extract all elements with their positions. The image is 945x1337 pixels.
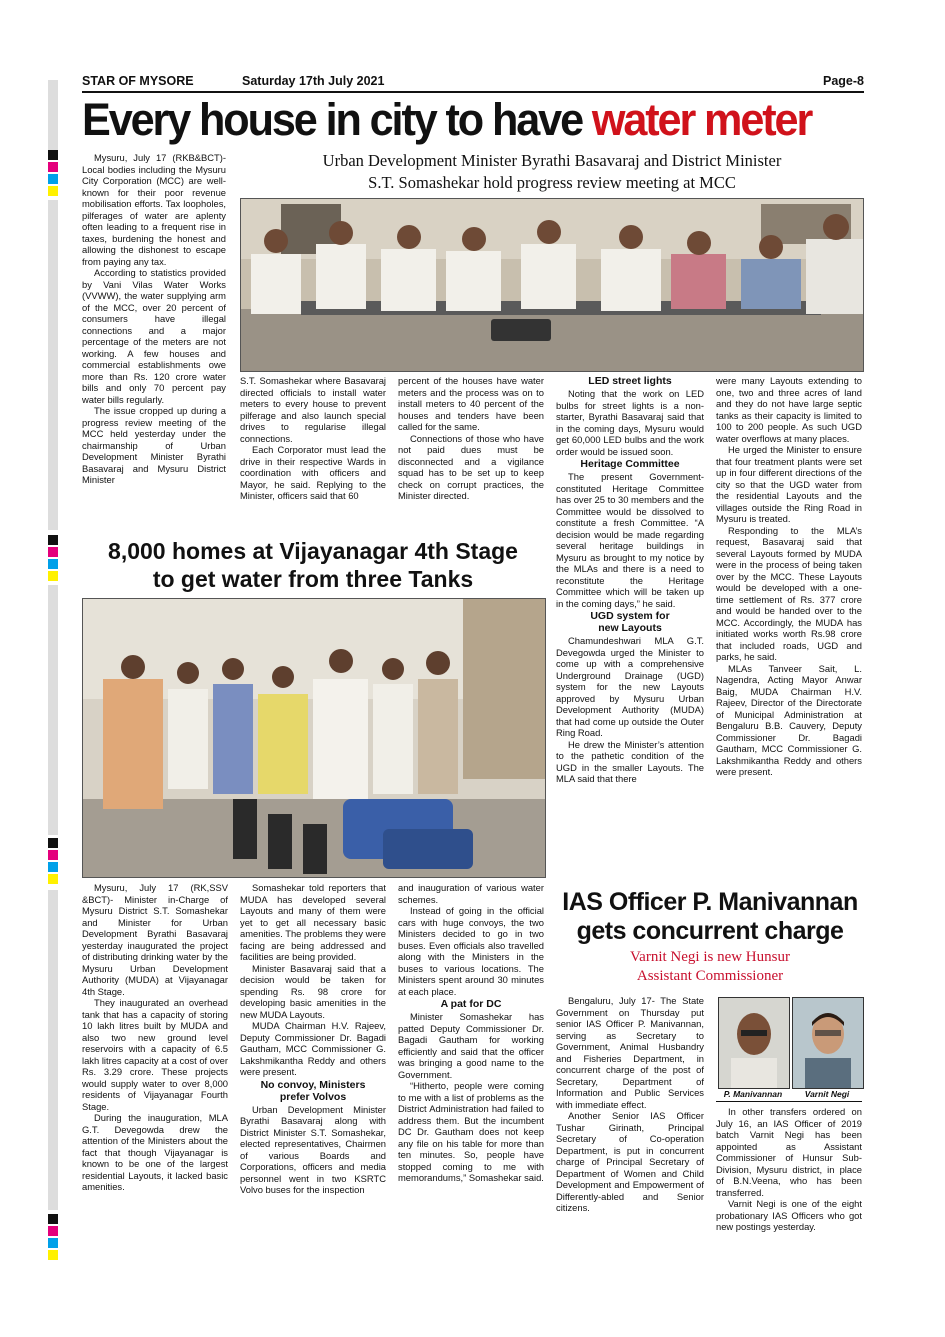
subheading: LED street lights	[588, 375, 672, 387]
paragraph: During the inauguration, MLA G.T. Devegowda drew the attention of the Ministers about the fact that though Vijayanagar is known to be one of the largest residential Layouts, it lacked basic amenities.	[82, 1112, 228, 1192]
story3-deck	[556, 948, 864, 986]
registration-bar	[48, 200, 58, 530]
paragraph: The present Government-constituted Heritage Committee has over 25 to 30 members and the Committee would be dissolved to constitute a fresh Committee. “A decision would be made regarding several heritage buildings in Mysuru as brought to my notice by the MLAs and there is a need to reconstitute the Heritage Committee which will be taken up in the coming days,” he said.	[556, 471, 704, 609]
registration-swatch-m	[48, 1226, 58, 1236]
paragraph: He drew the Minister’s attention to the pathetic condition of the UGD in the smaller Layouts. The MLA said that there	[556, 738, 704, 784]
registration-bar	[48, 890, 58, 1210]
registration-bar	[48, 585, 58, 835]
registration-swatch-y	[48, 874, 58, 884]
paragraph: Responding to the MLA’s request, Basavaraj said that several Layouts formed by MUDA were in the process of being taken over by the MCC. These Layouts would be developed with a one-time settlement of Rs. 377 crore and would be handed over to the MCC. Accordingly, the MUDA has initiated works worth Rs.98 crore that included roads, UGD and parks, he said.	[716, 524, 862, 662]
deck-line: Assistant Commissioner	[636, 968, 784, 984]
registration-swatch-y	[48, 1250, 58, 1260]
deck-line: Urban Development Minister Byrathi Basavaraj and District Minister	[322, 151, 782, 170]
caption-negi: Varnit Negi	[804, 1089, 850, 1099]
story1-headline-red: water meter	[591, 94, 812, 145]
registration-swatch-m	[48, 547, 58, 557]
registration-swatch-c	[48, 174, 58, 184]
caption-manivannan: P. Manivannan	[723, 1089, 783, 1099]
headline-line: IAS Officer P. Manivannan	[562, 888, 858, 916]
registration-swatch-c	[48, 559, 58, 569]
paper-name: STAR OF MYSORE	[82, 74, 194, 88]
paragraph: percent of the houses have water meters and the process was on to install meters to 40 percent of the houses and tenders have been called for the same.	[398, 375, 544, 432]
paragraph: The issue cropped up during a progress review meeting of the MCC held yesterday under the chairmanship of Urban Development Minister Byrathi Basavaraj and Mysuru District Minister	[82, 405, 226, 485]
headline-line: 8,000 homes at Vijayanagar 4th Stage	[108, 538, 518, 564]
paragraph: Bengaluru, July 17- The State Government on Thursday put senior IAS Officer P. Manivannan, serving as Secretary to Government, Animal Husbandry and Fisheries Department, in concurrent charge of the post of Secretary, Department of Information and Public Services with immediate effect.	[556, 995, 704, 1110]
registration-swatch-c	[48, 1238, 58, 1248]
registration-swatch-m	[48, 162, 58, 172]
story1-column-4	[556, 374, 704, 884]
registration-swatch-k	[48, 150, 58, 160]
meeting-photo-illustration	[241, 199, 863, 371]
paragraph: Minister Somashekar has patted Deputy Commissioner Dr. Bagadi Gautham for working efficiently and said that the officer was bringing a good name to the Government.	[398, 1011, 544, 1080]
portrait-manivannan	[718, 997, 790, 1089]
paragraph: Connections of those who have not paid dues must be disconnected and a vigilance squad has to be set up to keep check on corrupt practices, the Minister directed.	[398, 432, 544, 501]
paragraph: Varnit Negi is one of the eight probationary IAS Officers who got new postings yesterday.	[716, 1198, 862, 1232]
masthead-rule	[82, 91, 864, 93]
headline-line: gets concurrent charge	[576, 917, 844, 945]
story1-headline	[82, 95, 833, 145]
paragraph: He urged the Minister to ensure that four treatment plants were set up in four different directions of the city so that the UGD water from the residential Layouts and the villages outside the Ring Road in Mysuru is treated.	[716, 444, 862, 524]
story1-column-5	[716, 375, 862, 885]
paragraph: “Hitherto, people were coming to me with a list of problems as the District Administration had failed to address them. But the incumbent DC Dr. Gautham does not keep any file on his table for more than ten minutes. So, people have stopped coming to me with memorandums,” Somashekar said.	[398, 1080, 544, 1183]
paragraph: They inaugurated an overhead tank that has a capacity of storing 10 lakh litres built by MUDA and also two new ground level reservoirs with a capacity of 6.5 lakh litres capacity at a cost of over Rs. 3.29 crore. These projects would supply water to over 8,000 residents of Vijayanagar Fourth Stage.	[82, 997, 228, 1112]
paragraph: S.T. Somashekar where Basavaraj directed officials to install water meters to every house to prevent pilferage and also launch special drives to regularise illegal connections.	[240, 375, 386, 444]
story2-headline	[82, 537, 544, 593]
deck-line: S.T. Somashekar hold progress review meeting at MCC	[368, 173, 736, 192]
registration-swatch-y	[48, 186, 58, 196]
paragraph: In other transfers ordered on July 16, an IAS Officer of 2019 batch Varnit Negi has been appointed as Assistant Commissioner of Hunsur Sub-Division, Mysuru district, in place of B.N.Veena, who has been transferred.	[716, 1106, 862, 1198]
registration-swatch-k	[48, 1214, 58, 1224]
portrait-illustration	[719, 998, 789, 1088]
paragraph: Chamundeshwari MLA G.T. Devegowda urged the Minister to come up with a comprehensive Underground Drainage (UGD) system for the new Layouts approved by Mysuru Urban Development Authority (MUDA) that had come up outside the Outer Ring Road.	[556, 635, 704, 738]
subheading: A pat for DC	[440, 998, 502, 1010]
portrait-illustration	[793, 998, 863, 1088]
story3-column-1	[556, 995, 704, 1263]
deck-line: Varnit Negi is new Hunsur	[630, 949, 790, 965]
paragraph: Mysuru, July 17 (RK,SSV &BCT)- Minister in-Charge of Mysuru District S.T. Somashekar and Minister for Urban Development Byrathi Basavaraj yesterday inaugurated the project of distributing drinking water by the Mysuru Urban Development Authority (MUDA) at Vijayanagar 4th Stage.	[82, 882, 228, 997]
paragraph: and inauguration of various water schemes.	[398, 882, 544, 905]
paragraph: MLAs Tanveer Sait, L. Nagendra, Acting Mayor Anwar Baig, MUDA Chairman H.V. Rajeev, Director of the Directorate of Municipal Administration at Bengaluru B.B. Cauvery, Deputy Commissioner Dr. Bagadi Gautham, MCC Commissioner G. Lakshmikantha Reddy and others were present.	[716, 662, 862, 777]
story2-column-3	[398, 882, 544, 1262]
portrait-negi	[792, 997, 864, 1089]
inauguration-photo-illustration	[83, 599, 545, 877]
paragraph: MUDA Chairman H.V. Rajeev, Deputy Commissioner Dr. Bagadi Gautham, MCC Commissioner G. Lakshmikantha Reddy and others were present.	[240, 1020, 386, 1077]
paragraph: Urban Development Minister Byrathi Basavaraj along with District Minister S.T. Somashekar, elected representatives, Chairmen of various Boards and Corporations, officers and media personnel went in two KSRTC Volvo buses for the inspection	[240, 1103, 386, 1195]
registration-swatch-k	[48, 838, 58, 848]
paragraph: Each Corporator must lead the drive in their respective Wards in coordination with officers and Mayor, he said. Replying to the Minister, officers said that 60	[240, 444, 386, 501]
paragraph: Minister Basavaraj said that a decision would be taken for spending Rs. 98 crore for developing basic amenities in the new MUDA Layouts.	[240, 962, 386, 1020]
issue-date: Saturday 17th July 2021	[242, 74, 385, 88]
paragraph: were many Layouts extending to one, two and three acres of land and they do not have large septic tanks as their capacity is limited to 100 to 200 people. As such UGD water overflows at many places.	[716, 375, 862, 444]
paragraph: Mysuru, July 17 (RKB&BCT)- Local bodies including the Mysuru City Corporation (MCC) are well-known for their poor revenue mobilisation efforts. Tax loopholes, pilferages of water are aplenty often leading to a frequent rise in taxes, burdening the honest and allowing the dishonest to escape from paying any tax.	[82, 152, 226, 267]
registration-swatch-m	[48, 850, 58, 860]
subheading: No convoy, Ministers	[260, 1078, 366, 1091]
inauguration-photo	[82, 598, 546, 878]
story2-column-1	[82, 882, 228, 1262]
story1-column-2	[240, 375, 386, 530]
registration-bar	[48, 80, 58, 150]
paragraph: Instead of going in the official cars with huge convoys, the two Ministers decided to go in two buses. Even officials also travelled along with the Ministers in the buses to various locations. The Ministers spent around 30 minutes at each place.	[398, 905, 544, 997]
registration-swatch-y	[48, 571, 58, 581]
paragraph: Somashekar told reporters that MUDA has developed several Layouts and many of them were yet to get all necessary basic amenities. The problems they were facing are being addressed and facilities are being provided.	[240, 882, 386, 962]
paragraph: Noting that the work on LED bulbs for street lights is a non-starter, Byrathi Basavaraj said that in the coming days, Mysuru would get 60,000 LED bulbs and the work order would be issued soon.	[556, 388, 704, 457]
page-number: Page-8	[823, 74, 864, 88]
caption-rule	[716, 1101, 862, 1102]
story1-headline-black: Every house in city to have	[82, 94, 582, 145]
registration-swatch-c	[48, 862, 58, 872]
story1-column-3	[398, 375, 544, 530]
paragraph: Another Senior IAS Officer Tushar Girinath, Principal Secretary of Co-operation Department, is put in concurrent charge of Principal Secretary of Department of Women and Child Development and Empowerment of Differently-abled and Senior citizens.	[556, 1110, 704, 1213]
subheading: new Layouts	[598, 622, 662, 634]
story2-column-2	[240, 882, 386, 1262]
story1-column-1	[82, 152, 226, 530]
meeting-photo	[240, 198, 864, 372]
story1-deck	[240, 150, 864, 194]
registration-swatch-k	[48, 535, 58, 545]
subheading: prefer Volvos	[279, 1090, 347, 1103]
story3-headline	[556, 888, 864, 946]
headline-line: to get water from three Tanks	[152, 566, 474, 592]
subheading: UGD system for	[590, 610, 670, 622]
masthead	[82, 74, 864, 90]
paragraph: According to statistics provided by Vani Vilas Water Works (VVWW), the water supplying arm of the MCC, over 20 percent of consumers have illegal connections and a major percentage of the meters are not working. A few houses and commercial establishments owe more than Rs. 120 crore water bills and only 70 percent pay water bills regularly.	[82, 267, 226, 405]
subheading: Heritage Committee	[580, 458, 680, 470]
story3-column-2	[716, 1106, 862, 1262]
